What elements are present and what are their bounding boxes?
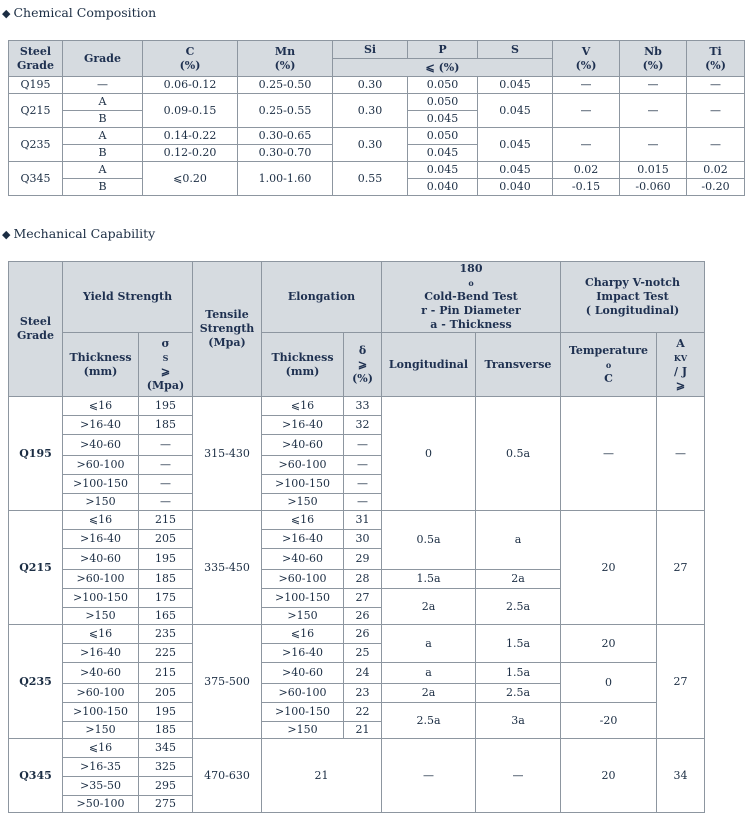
elong-value-cell: 31 [344,511,382,530]
elong-thickness-cell: >100-150 [262,475,344,494]
mn-cell: 0.30-0.65 [238,128,333,145]
col-header-c: C (%) [143,41,238,77]
p-cell: 0.050 [408,94,478,111]
elong-value-cell: 26 [344,608,382,625]
nb-cell: — [620,128,687,162]
table-row [9,663,705,684]
yield-thickness-cell: >60-100 [63,456,139,475]
col-header-grade: Grade [63,41,143,77]
p-cell: 0.050 [408,77,478,94]
elong-value-cell: 21 [344,722,382,739]
mechanical-capability-heading: ◆ Mechanical Capability [2,226,156,241]
yield-value-cell: 195 [139,703,193,722]
nb-cell: 0.015 [620,162,687,179]
yield-thickness-cell: >40-60 [63,663,139,684]
elong-value-cell: 26 [344,625,382,644]
table-row [9,162,745,179]
elong-value-cell: 22 [344,703,382,722]
transverse-cell: 1.5a [476,663,561,684]
yield-thickness-cell: >60-100 [63,684,139,703]
si-cell: 0.55 [333,162,408,196]
longitudinal-cell: — [382,739,476,813]
yield-thickness-cell: ⩽16 [63,739,139,758]
tensile-cell: 335-450 [193,511,262,625]
yield-thickness-cell: >16-40 [63,416,139,435]
si-cell: 0.30 [333,128,408,162]
grade-cell: A [63,128,143,145]
v-cell: 0.02 [553,162,620,179]
longitudinal-cell: 2a [382,589,476,625]
col-header-ti: Ti (%) [687,41,745,77]
yield-thickness-cell: ⩽16 [63,625,139,644]
elong-thickness-cell: >100-150 [262,589,344,608]
yield-thickness-cell: >150 [63,722,139,739]
mn-cell: 0.25-0.50 [238,77,333,94]
yield-value-cell: 195 [139,549,193,570]
nb-cell: -0.060 [620,179,687,196]
yield-value-cell: 295 [139,777,193,796]
elong-thickness-cell: >16-40 [262,530,344,549]
col-header-nb: Nb (%) [620,41,687,77]
col-header-sigma-s: σ S ⩾ (Mpa) [139,333,193,397]
c-cell: 0.14-0.22 [143,128,238,145]
s-cell: 0.045 [478,162,553,179]
mn-cell: 0.25-0.55 [238,94,333,128]
s-cell: 0.045 [478,77,553,94]
v-cell: -0.15 [553,179,620,196]
longitudinal-cell: a [382,625,476,663]
col-header-max-pct: ⩽ (%) [333,59,553,77]
c-cell: 0.06-0.12 [143,77,238,94]
c-cell: 0.09-0.15 [143,94,238,128]
yield-value-cell: 205 [139,684,193,703]
elong-value-cell: 33 [344,397,382,416]
si-cell: 0.30 [333,77,408,94]
p-cell: 0.045 [408,145,478,162]
yield-value-cell: — [139,456,193,475]
table-row [9,511,705,530]
s-cell: 0.045 [478,128,553,162]
tensile-cell: 315-430 [193,397,262,511]
table-row [9,739,705,758]
elong-thickness-cell: >40-60 [262,663,344,684]
steel-cell: Q215 [9,94,63,128]
col-header-longitudinal: Longitudinal [382,333,476,397]
ti-cell: — [687,94,745,128]
v-cell: — [553,77,620,94]
steel-cell: Q215 [9,511,63,625]
transverse-cell: 0.5a [476,397,561,511]
yield-thickness-cell: >35-50 [63,777,139,796]
steel-cell: Q235 [9,128,63,162]
yield-thickness-cell: >60-100 [63,570,139,589]
col-header-cold-bend-test: 180 o Cold-Bend Test r - Pin Diameter a - Thickness [382,262,561,333]
chemical-composition-heading: ◆ Chemical Composition [2,5,157,20]
temperature-cell: 20 [561,739,657,813]
col-header-transverse: Transverse [476,333,561,397]
elong-thickness-cell: >16-40 [262,416,344,435]
steel-cell: Q195 [9,397,63,511]
transverse-cell: 2.5a [476,684,561,703]
transverse-cell: 2.5a [476,589,561,625]
yield-value-cell: 275 [139,796,193,813]
longitudinal-cell: 1.5a [382,570,476,589]
yield-thickness-cell: >40-60 [63,549,139,570]
akv-cell: 27 [657,625,705,739]
yield-value-cell: — [139,475,193,494]
steel-cell: Q345 [9,739,63,813]
grade-cell: B [63,145,143,162]
nb-cell: — [620,77,687,94]
longitudinal-cell: 0.5a [382,511,476,570]
table-row [9,94,745,111]
elong-value-cell: 23 [344,684,382,703]
col-header-yield-thickness: Thickness (mm) [63,333,139,397]
elong-thickness-cell: >60-100 [262,684,344,703]
elong-value-cell: 27 [344,589,382,608]
steel-cell: Q235 [9,625,63,739]
yield-value-cell: 205 [139,530,193,549]
ti-cell: 0.02 [687,162,745,179]
elongation-cell: 21 [262,739,382,813]
c-cell: 0.12-0.20 [143,145,238,162]
col-header-yield-strength: Yield Strength [63,262,193,333]
elong-value-cell: — [344,435,382,456]
elong-thickness-cell: >100-150 [262,703,344,722]
v-cell: — [553,128,620,162]
elong-value-cell: 32 [344,416,382,435]
tensile-cell: 375-500 [193,625,262,739]
yield-value-cell: — [139,494,193,511]
yield-value-cell: 215 [139,511,193,530]
yield-value-cell: 235 [139,625,193,644]
col-header-elong-thickness: Thickness (mm) [262,333,344,397]
tensile-cell: 470-630 [193,739,262,813]
table-row [9,625,705,644]
elong-thickness-cell: >150 [262,608,344,625]
ti-cell: -0.20 [687,179,745,196]
elong-value-cell: 30 [344,530,382,549]
grade-cell: — [63,77,143,94]
yield-value-cell: 185 [139,722,193,739]
elong-value-cell: — [344,475,382,494]
elong-value-cell: 25 [344,644,382,663]
steel-cell: Q345 [9,162,63,196]
yield-value-cell: 325 [139,758,193,777]
longitudinal-cell: 2a [382,684,476,703]
temperature-cell: -20 [561,703,657,739]
yield-value-cell: 345 [139,739,193,758]
longitudinal-cell: 2.5a [382,703,476,739]
elong-thickness-cell: >40-60 [262,435,344,456]
yield-value-cell: 225 [139,644,193,663]
si-cell: 0.30 [333,94,408,128]
col-header-akv: A KV / J ⩾ [657,333,705,397]
transverse-cell: 2a [476,570,561,589]
elong-thickness-cell: >150 [262,722,344,739]
s-cell: 0.040 [478,179,553,196]
col-header-delta: δ ⩾ (%) [344,333,382,397]
temperature-cell: 20 [561,625,657,663]
grade-cell: A [63,94,143,111]
yield-thickness-cell: ⩽16 [63,397,139,416]
s-cell: 0.045 [478,94,553,128]
ti-cell: — [687,77,745,94]
yield-thickness-cell: >100-150 [63,589,139,608]
yield-value-cell: 165 [139,608,193,625]
elong-thickness-cell: ⩽16 [262,511,344,530]
yield-thickness-cell: >100-150 [63,703,139,722]
longitudinal-cell: a [382,663,476,684]
temperature-cell: — [561,397,657,511]
mn-cell: 1.00-1.60 [238,162,333,196]
yield-thickness-cell: >40-60 [63,435,139,456]
col-header-temperature: Temperature o C [561,333,657,397]
grade-cell: B [63,111,143,128]
longitudinal-cell: 0 [382,397,476,511]
yield-value-cell: 185 [139,570,193,589]
p-cell: 0.050 [408,128,478,145]
diamond-bullet-icon: ◆ [2,7,11,20]
yield-thickness-cell: >50-100 [63,796,139,813]
yield-value-cell: 215 [139,663,193,684]
yield-thickness-cell: >100-150 [63,475,139,494]
elong-thickness-cell: ⩽16 [262,625,344,644]
temperature-cell: 20 [561,511,657,625]
yield-thickness-cell: >150 [63,494,139,511]
c-cell: ⩽0.20 [143,162,238,196]
elong-value-cell: — [344,456,382,475]
col-header-tensile-strength: Tensile Strength (Mpa) [193,262,262,397]
elong-value-cell: 29 [344,549,382,570]
ti-cell: — [687,128,745,162]
yield-value-cell: 195 [139,397,193,416]
p-cell: 0.045 [408,111,478,128]
transverse-cell: a [476,511,561,570]
col-header-steel-grade: Steel Grade [9,41,63,77]
grade-cell: A [63,162,143,179]
mechanical-capability-table [8,261,705,813]
yield-thickness-cell: >150 [63,608,139,625]
elong-thickness-cell: >150 [262,494,344,511]
col-header-mn: Mn (%) [238,41,333,77]
elong-value-cell: 24 [344,663,382,684]
nb-cell: — [620,94,687,128]
akv-cell: 34 [657,739,705,813]
table-row [9,128,745,145]
col-header-p: P [408,41,478,59]
temperature-cell: 0 [561,663,657,703]
col-header-charpy-impact: Charpy V-notch Impact Test ( Longitudinal) [561,262,705,333]
elong-thickness-cell: >60-100 [262,456,344,475]
elong-thickness-cell: ⩽16 [262,397,344,416]
yield-thickness-cell: >16-40 [63,644,139,663]
col-header-steel-grade: Steel Grade [9,262,63,397]
elong-value-cell: — [344,494,382,511]
akv-cell: — [657,397,705,511]
yield-thickness-cell: >16-40 [63,530,139,549]
steel-cell: Q195 [9,77,63,94]
diamond-bullet-icon: ◆ [2,228,11,241]
col-header-si: Si [333,41,408,59]
table-row [9,397,705,416]
elong-value-cell: 28 [344,570,382,589]
col-header-s: S [478,41,553,59]
table-row [9,77,745,94]
v-cell: — [553,94,620,128]
yield-value-cell: 175 [139,589,193,608]
p-cell: 0.045 [408,162,478,179]
transverse-cell: — [476,739,561,813]
p-cell: 0.040 [408,179,478,196]
transverse-cell: 1.5a [476,625,561,663]
transverse-cell: 3a [476,703,561,739]
yield-value-cell: — [139,435,193,456]
yield-value-cell: 185 [139,416,193,435]
chemical-composition-table [8,40,745,196]
elong-thickness-cell: >60-100 [262,570,344,589]
mn-cell: 0.30-0.70 [238,145,333,162]
yield-thickness-cell: ⩽16 [63,511,139,530]
grade-cell: B [63,179,143,196]
col-header-v: V (%) [553,41,620,77]
elong-thickness-cell: >16-40 [262,644,344,663]
col-header-elongation: Elongation [262,262,382,333]
table-row [9,703,705,722]
akv-cell: 27 [657,511,705,625]
yield-thickness-cell: >16-35 [63,758,139,777]
elong-thickness-cell: >40-60 [262,549,344,570]
